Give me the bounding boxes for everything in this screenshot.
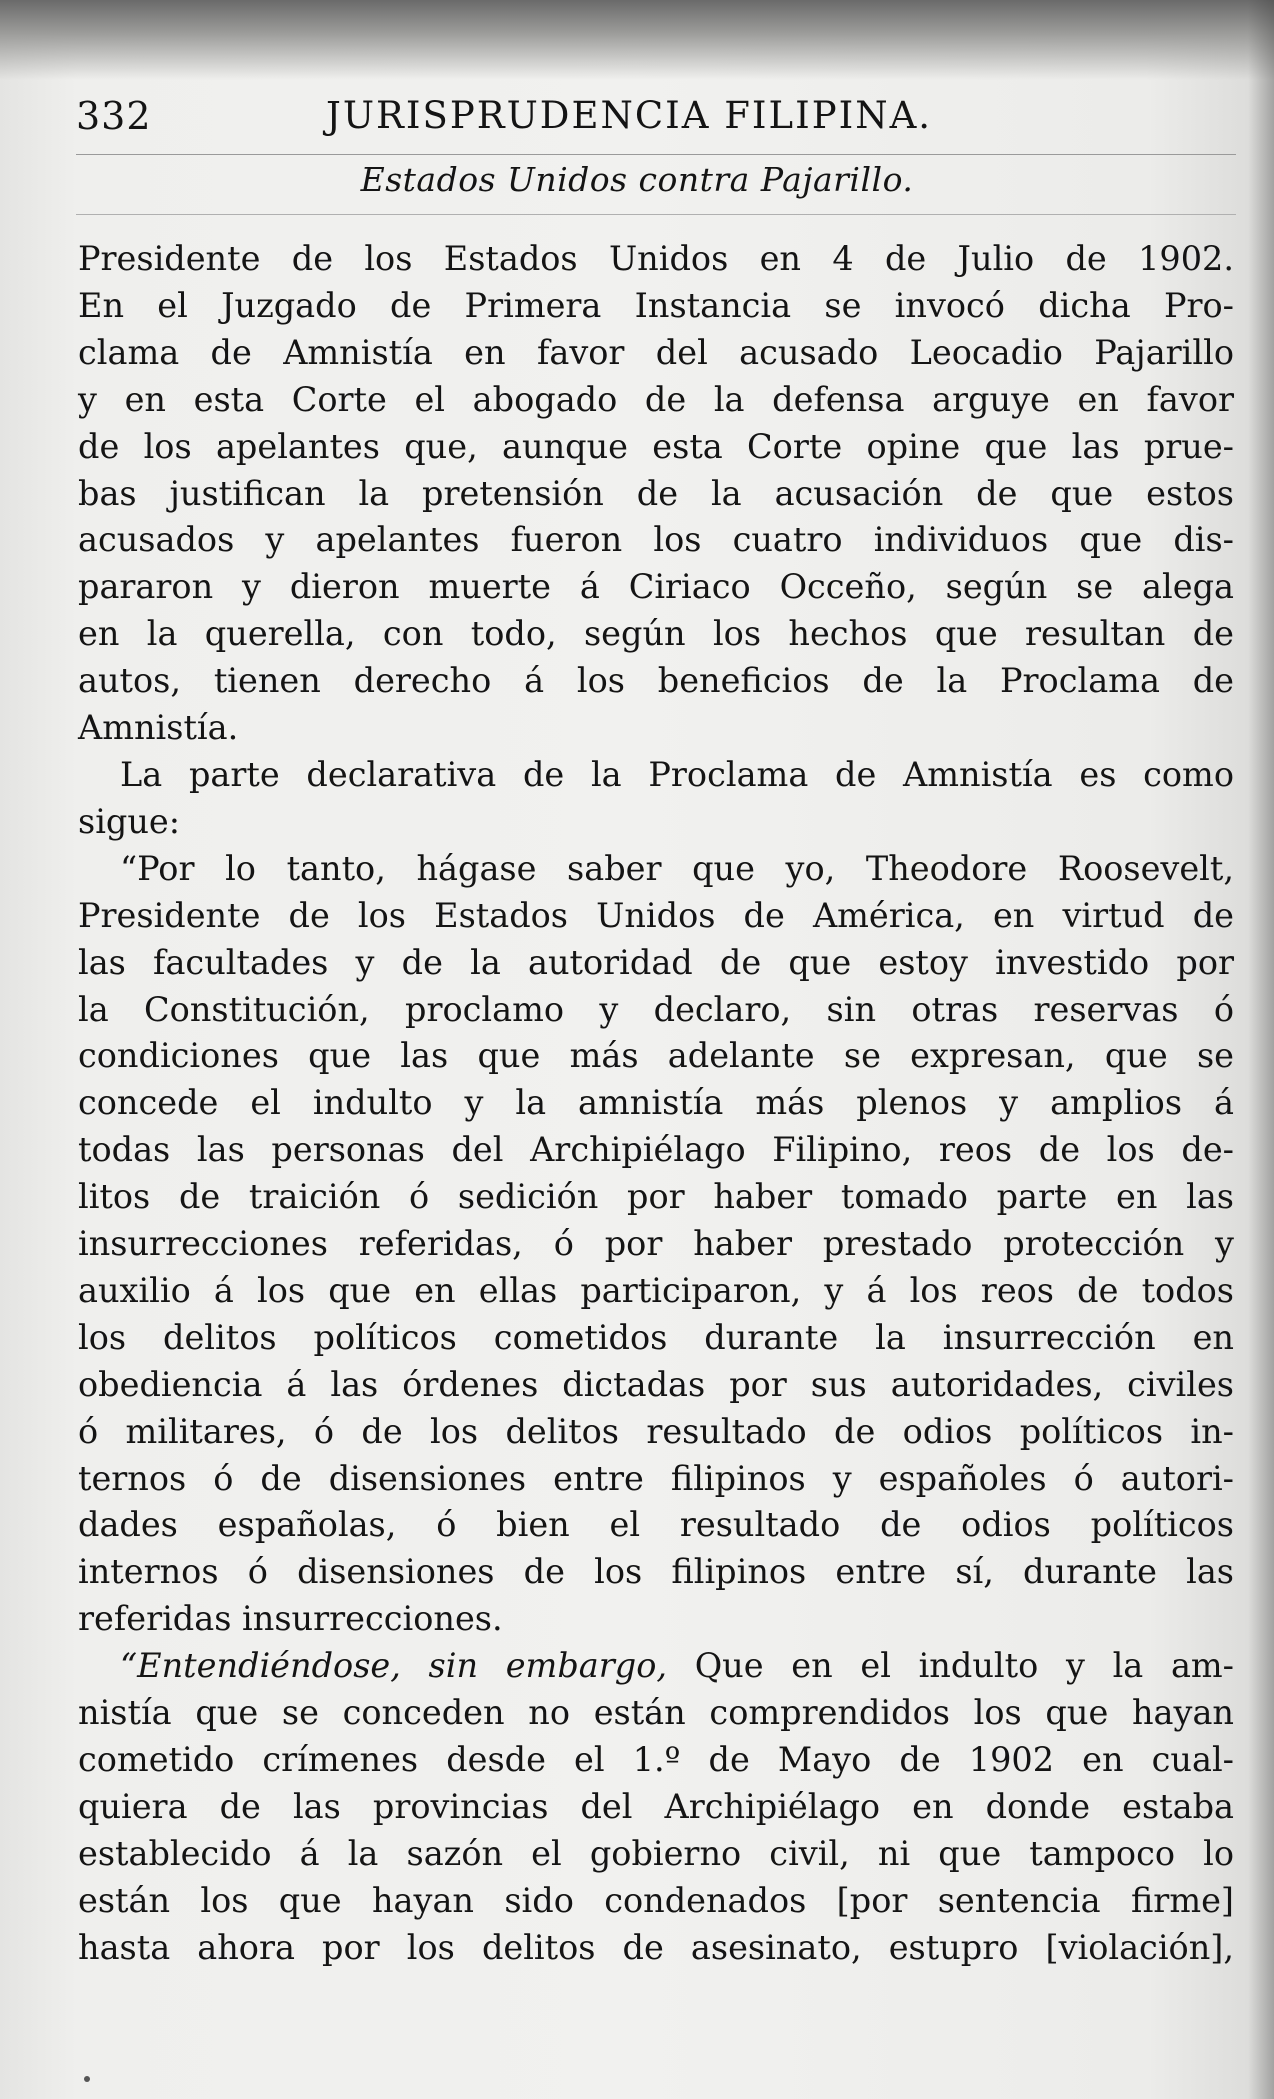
- header-rule: [76, 154, 1236, 155]
- text-line: En el Juzgado de Primera Instancia se invocó dicha Pro-: [78, 285, 1234, 325]
- text-line: establecido á la sazón el gobierno civil, ni que tampoco lo: [78, 1833, 1234, 1873]
- text-line: ó militares, ó de los delitos resultado de odios políticos in-: [78, 1411, 1234, 1451]
- text-line: la Constitución, proclamo y declaro, sin otras reservas ó: [78, 989, 1234, 1029]
- text-line: acusados y apelantes fueron los cuatro individuos que dis-: [78, 520, 1234, 560]
- text-line: bas justifican la pretensión de la acusación de que estos: [78, 473, 1234, 513]
- text-line: de los apelantes que, aunque esta Corte opine que las prue-: [78, 426, 1234, 466]
- text-line: condiciones que las que más adelante se expresan, que se: [78, 1036, 1234, 1076]
- text-line: auxilio á los que en ellas participaron, y á los reos de todos: [78, 1270, 1234, 1310]
- text-line: internos ó disensiones de los filipinos entre sí, durante las: [78, 1552, 1234, 1592]
- text-line: nistía que se conceden no están comprendidos los que hayan: [78, 1693, 1234, 1733]
- body-text: [78, 236, 1234, 1972]
- text-line: sigue:: [78, 801, 181, 841]
- text-line: Amnistía.: [78, 708, 239, 748]
- text-line: Presidente de los Estados Unidos de América, en virtud de: [78, 895, 1234, 935]
- text-line: autos, tienen derecho á los beneficios de la Proclama de: [78, 661, 1234, 701]
- text-line-proviso: [78, 1643, 1234, 1690]
- text-line: litos de traición ó sedición por haber tomado parte en las: [78, 1177, 1234, 1217]
- text-line: La parte declarativa de la Proclama de Amnistía es como: [120, 754, 1234, 794]
- text-line: clama de Amnistía en favor del acusado Leocadio Pajarillo: [78, 332, 1234, 372]
- text-line: las facultades y de la autoridad de que estoy investido por: [78, 942, 1234, 982]
- text-line: obediencia á las órdenes dictadas por sus autoridades, civiles: [78, 1364, 1234, 1404]
- scan-top-shadow: [0, 0, 1274, 80]
- case-title-rule: [76, 214, 1236, 215]
- text-line: “Por lo tanto, hágase saber que yo, Theodore Roosevelt,: [120, 848, 1234, 888]
- text-line: dades españolas, ó bien el resultado de odios políticos: [78, 1505, 1234, 1545]
- text-line: y en esta Corte el abogado de la defensa arguye en favor: [78, 379, 1234, 419]
- text-line: insurrecciones referidas, ó por haber prestado protección y: [78, 1224, 1234, 1264]
- text-line: los delitos políticos cometidos durante la insurrección en: [78, 1317, 1234, 1357]
- text-line: hasta ahora por los delitos de asesinato, estupro [violación],: [78, 1927, 1234, 1967]
- text-line: todas las personas del Archipiélago Filipino, reos de los de-: [78, 1130, 1234, 1170]
- text-line: quiera de las provincias del Archipiélago en donde estaba: [78, 1786, 1234, 1826]
- text-line: referidas insurrecciones.: [78, 1599, 503, 1639]
- case-title: Estados Unidos contra Pajarillo.: [360, 160, 914, 199]
- scan-speck: [84, 2076, 90, 2082]
- running-head: [76, 94, 1236, 154]
- text-line: pararon y dieron muerte á Ciriaco Occeño, según se alega: [78, 567, 1234, 607]
- scan-right-edge: [1248, 0, 1274, 2099]
- text-line: concede el indulto y la amnistía más plenos y amplios á: [78, 1083, 1234, 1123]
- page-number: 332: [76, 94, 152, 138]
- text-line: cometido crímenes desde el 1.º de Mayo de 1902 en cual-: [78, 1740, 1234, 1779]
- journal-title: JURISPRUDENCIA FILIPINA.: [326, 94, 933, 137]
- text-line: ternos ó de disensiones entre filipinos y españoles ó autori-: [78, 1458, 1234, 1498]
- proviso-text: Que en el indulto y la am-: [667, 1646, 1235, 1686]
- text-line: están los que hayan sido condenados [por sentencia firme]: [78, 1880, 1234, 1920]
- text-line: Presidente de los Estados Unidos en 4 de Julio de 1902.: [78, 239, 1234, 278]
- proviso-emphasis: “Entendiéndose, sin embargo,: [120, 1646, 668, 1686]
- text-line: en la querella, con todo, según los hechos que resultan de: [78, 614, 1234, 654]
